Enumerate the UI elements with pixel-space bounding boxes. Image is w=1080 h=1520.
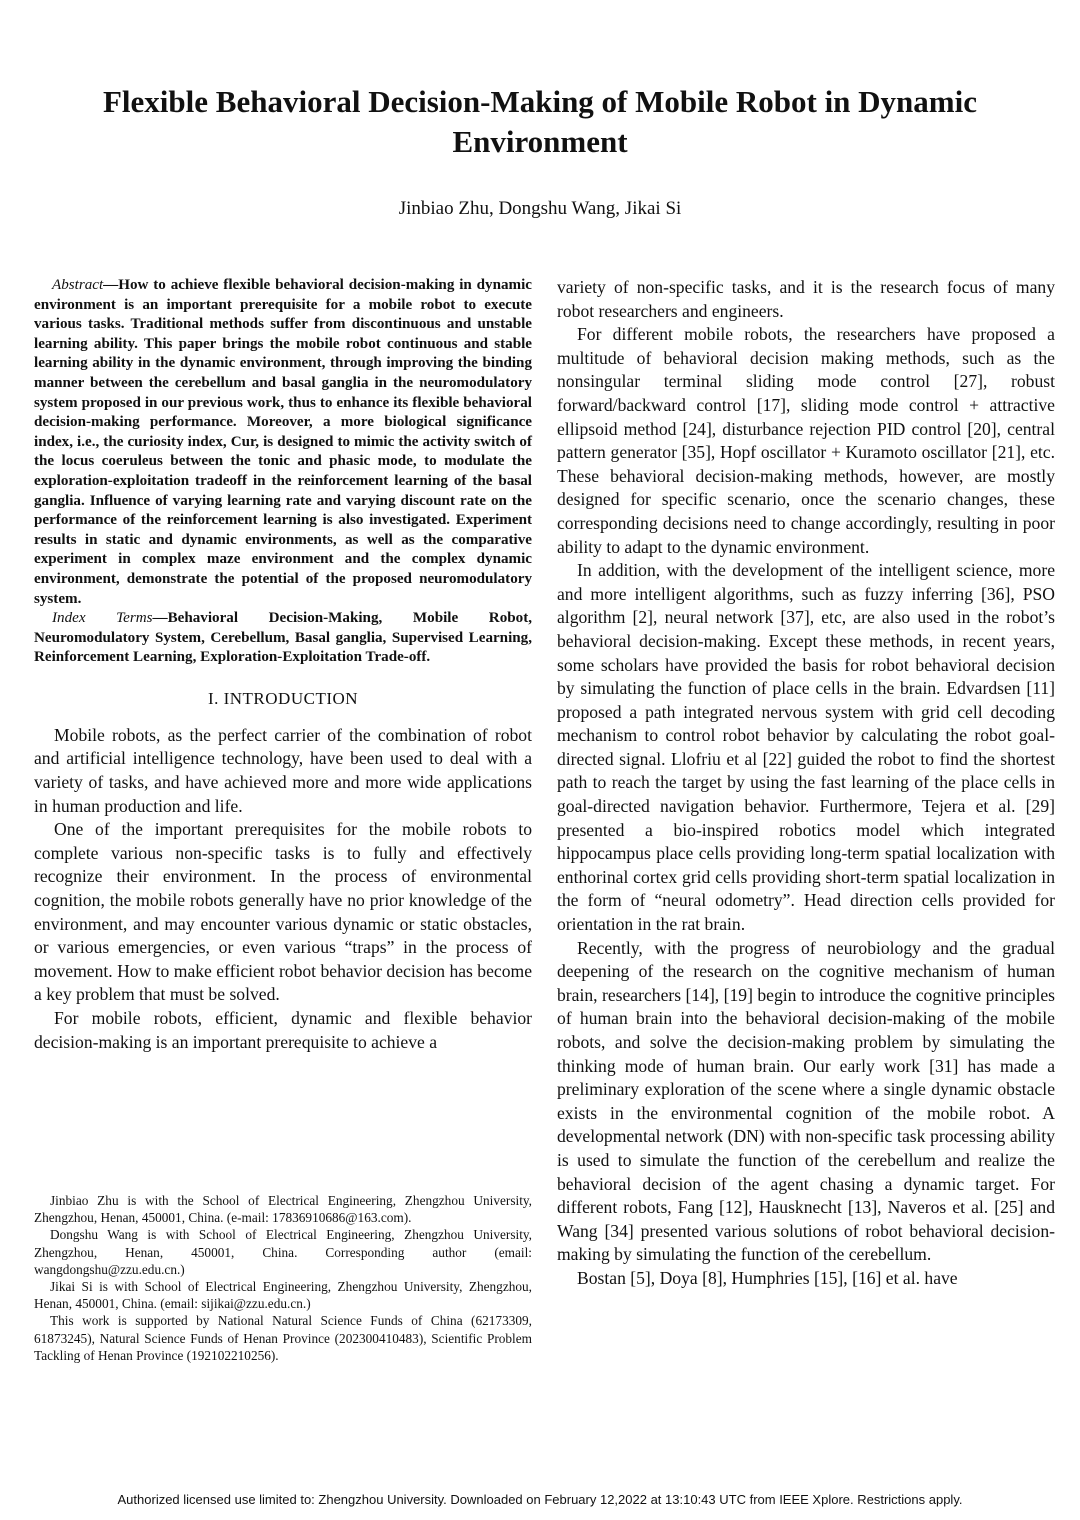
- index-terms-label: Index Terms: [52, 610, 153, 627]
- paragraph: For different mobile robots, the researchers have proposed a multitude of behavioral decision making methods, such as the nonsingular terminal sliding mode control [27], robust forward/backward control [17], sliding mode control + attractive ellipsoid method [24], disturbance rejection PID control [20], central pattern generator [35], Hopf oscillator + Kuramoto oscillator [21], etc. These behavioral decision-making methods, however, are mostly designed for specific scenario, once the scenario changes, these corresponding decisions need to change accordingly, resulting in poor ability to adapt to the dynamic environment.: [557, 324, 1055, 557]
- author-list: Jinbiao Zhu, Dongshu Wang, Jikai Si: [398, 198, 682, 219]
- section-heading: I. INTRODUCTION: [207, 688, 359, 708]
- footnote: Jikai Si is with School of Electrical Engineering, Zhengzhou University, Zhengzhou, Henan, 450001, China. (email: sijikai@zzu.edu.cn.): [34, 1279, 532, 1312]
- paragraph: Recently, with the progress of neurobiology and the gradual deepening of the research on the cognitive mechanism of human brain, researchers [14], [19] begin to introduce the cognitive principles of human brain into the behavioral decision-making of the mobile robots, and solve the decision-making problem by simulating the thinking mode of human brain. Our early work [31] has made a preliminary exploration of the scene where a single dynamic obstacle exists in the environmental cognition of the mobile robot. A developmental network (DN) with non-specific task processing ability is used to simulate the function of the cerebellum and realize the behavioral decision of the agent chasing a dynamic target. For different robots, Fang [12], Hausknecht [13], Naveros et al. [25] and Wang [34] presented various solutions of robot behavioral decision-making by simulating the function of the cerebellum.: [557, 937, 1055, 1265]
- paper-title: Flexible Behavioral Decision-Making of Mobile Robot in Dynamic Environment: [103, 84, 977, 159]
- index-terms: [34, 609, 532, 668]
- footnote: Dongshu Wang is with School of Electrical Engineering, Zhengzhou University, Zhengzhou, Henan, 450001, China. Corresponding author (email: wangdongshu@zzu.edu.cn.): [34, 1227, 532, 1277]
- abstract: [34, 276, 532, 609]
- paragraph: Bostan [5], Doya [8], Humphries [15], [16] et al. have: [577, 1267, 958, 1288]
- footnotes: [34, 1192, 532, 1364]
- paragraph: For mobile robots, efficient, dynamic and flexible behavior decision-making is an important prerequisite to achieve a: [34, 1008, 532, 1052]
- paragraph: Mobile robots, as the perfect carrier of the combination of robot and artificial intelligence technology, have been used to deal with a variety of tasks, and have achieved more and more wide applications in human production and life.: [34, 724, 532, 816]
- footnote: This work is supported by National Natural Science Funds of China (62173309, 61873245), Natural Science Funds of Henan Province (202300410483), Scientific Problem Tackling of Henan Province (192102210256).: [34, 1313, 532, 1363]
- paragraph: One of the important prerequisites for the mobile robots to complete various non-specific tasks is to fully and effectively recognize their environment. In the process of environmental cognition, the mobile robots generally have no prior knowledge of the environment, and may encounter various dynamic or static obstacles, or various emergencies, or even various “traps” in the process of movement. How to make efficient robot behavior decision has become a key problem that must be solved.: [34, 819, 533, 1005]
- abstract-label: Abstract: [52, 277, 104, 293]
- index-terms-text: —Behavioral Decision-Making, Mobile Robot, Neuromodulatory System, Cerebellum, Basal ganglia, Supervised Learning, Reinforcement Learning, Exploration-Exploitation Trade-off.: [34, 610, 532, 666]
- left-column: [34, 276, 532, 1054]
- license-notice: Authorized licensed use limited to: Zhengzhou University. Downloaded on February 12,2022 at 13:10:43 UTC from IEEE Xplore. Restrictions apply.: [117, 1492, 963, 1507]
- paragraph: variety of non-specific tasks, and it is the research focus of many robot researchers and engineers.: [557, 277, 1055, 321]
- paragraph: In addition, with the development of the intelligent science, more and more intelligent algorithms, such as fuzzy inferring [36], PSO algorithm [2], neural network [37], etc, are also used in the robot’s behavioral decision-making. Except these methods, in recent years, some scholars have provided the basis for robot behavioral decision by simulating the function of place cells in the brain. Edvardsen [11] proposed a path integrated nervous system with grid cell decoding mechanism to control robot behavior by calculating the robot goal-directed signal. Llofriu et al [22] guided the robot to find the shortest path to reach the target by using the fast learning of the place cells in goal-directed navigation behavior. Furthermore, Tejera et al. [29] presented a bio-inspired robotics model which integrated hippocampus place cells providing long-term spatial localization with enthorinal cortex grid cells providing short-term spatial localization in the form of “neural odometry”. Head direction cells provided for orientation in the rat brain.: [557, 560, 1055, 935]
- right-column: [557, 276, 1055, 1291]
- abstract-text: —How to achieve flexible behavioral decision-making in dynamic environment is an important prerequisite for a mobile robot to execute various tasks. Traditional methods suffer from discontinuous and unstable learning ability. This paper brings the mobile robot continuous and stable learning ability in the dynamic environment, through improving the binding manner between the cerebellum and basal ganglia in the neuromodulatory system proposed in our previous work, thus to enhance its flexible behavioral decision-making performance. Moreover, a more biological significance index, i.e., the curiosity index, Cur, is designed to mimic the activity switch of the locus coeruleus between the tonic and phasic mode, to modulate the exploration-exploitation tradeoff in the reinforcement learning of the basal ganglia. Influence of varying learning rate and varying discount rate on the performance of the reinforcement learning is also investigated. Experiment results in static and dynamic environments, as well as the comparative experiment in complex maze environment and the complex dynamic environment, demonstrate the potential of the proposed neuromodulatory system.: [34, 277, 532, 607]
- footnote: Jinbiao Zhu is with the School of Electrical Engineering, Zhengzhou University, Zhengzhou, Henan, 450001, China. (e-mail: 17836910686@163.com).: [34, 1193, 532, 1226]
- intro-left-body: [34, 724, 532, 1054]
